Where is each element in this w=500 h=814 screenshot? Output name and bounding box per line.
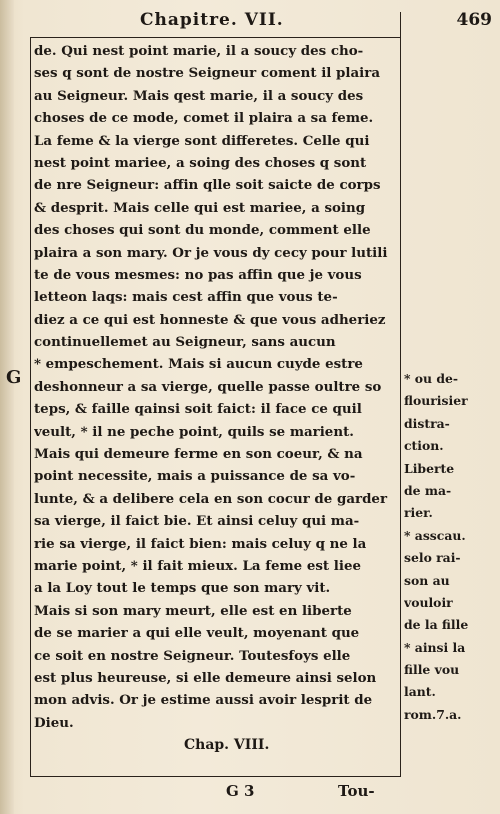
- gloss-line: de la fille: [404, 617, 469, 633]
- gloss-line: fille vou: [404, 662, 460, 678]
- text-line: continuellemet au Seigneur, sans aucun: [34, 334, 336, 351]
- text-line: de nre Seigneur: affin qlle soit saicte de corps: [34, 177, 381, 194]
- gloss-line: vouloir: [404, 594, 453, 610]
- marginal-glosses: [404, 368, 496, 726]
- gloss-line: Liberte: [404, 460, 455, 476]
- text-line: de se marier a qui elle veult, moyenant que: [34, 625, 360, 642]
- text-line: point necessite, mais a puissance de sa vo-: [34, 468, 356, 485]
- gloss-line: ction.: [404, 438, 444, 454]
- text-line: teps, & faille qainsi soit faict: il face ce quil: [34, 401, 362, 418]
- text-line: nest point mariee, a soing des choses q sont: [34, 154, 367, 171]
- text-line: plaira a son mary. Or je vous dy cecy pour lutili: [34, 244, 388, 261]
- bottom-rule: [30, 776, 400, 777]
- gloss-line: * asscau.: [404, 527, 466, 543]
- gloss-line: * ainsi la: [404, 639, 466, 655]
- text-line: lunte, & a delibere cela en son cocur de garder: [34, 490, 388, 507]
- margin-section-letter: G: [6, 367, 22, 388]
- text-line: Dieu.: [34, 714, 74, 731]
- gloss-line: flourisier: [404, 393, 468, 409]
- folio-number: 469: [456, 10, 492, 30]
- text-line: & desprit. Mais celle qui est mariee, a soing: [34, 199, 366, 216]
- text-line: deshonneur a sa vierge, quelle passe oultre so: [34, 378, 382, 395]
- signature-mark: G 3: [226, 782, 255, 800]
- text-line: ses q sont de nostre Seigneur coment il plaira: [34, 65, 380, 82]
- chapter-heading: Chap. VIII.: [184, 737, 270, 754]
- text-line: * empeschement. Mais si aucun cuyde estre: [34, 356, 363, 373]
- text-line: ce soit en nostre Seigneur. Toutesfoys elle: [34, 647, 351, 664]
- top-rule: [30, 37, 400, 38]
- text-line: des choses qui sont du monde, comment elle: [34, 222, 371, 239]
- page-header: [30, 8, 492, 34]
- gloss-line: distra-: [404, 415, 450, 431]
- gloss-line: lant.: [404, 684, 436, 700]
- catchword: Tou-: [338, 782, 375, 800]
- text-line: sa vierge, il faict bie. Et ainsi celuy qui ma-: [34, 513, 360, 530]
- gloss-line: de ma-: [404, 482, 452, 498]
- main-text-column: [34, 40, 400, 757]
- text-line: Mais qui demeure ferme en son coeur, & na: [34, 446, 363, 463]
- text-line: rie sa vierge, il faict bien: mais celuy q ne la: [34, 535, 367, 552]
- gloss-line: rier.: [404, 505, 433, 521]
- gloss-line: selo rai-: [404, 550, 461, 566]
- text-line: letteon laqs: mais cest affin que vous te-: [34, 289, 338, 306]
- text-line: mon advis. Or je estime aussi avoir lesprit de: [34, 692, 373, 709]
- gloss-line: * ou de-: [404, 371, 459, 386]
- text-line: diez a ce qui est honneste & que vous adheriez: [34, 311, 386, 328]
- gloss-line: rom.7.a.: [404, 706, 462, 722]
- text-line: est plus heureuse, si elle demeure ainsi selon: [34, 669, 377, 686]
- page-footer: [30, 780, 492, 810]
- gloss-line: son au: [404, 572, 450, 588]
- left-rule: [30, 37, 31, 777]
- text-line: Mais si son mary meurt, elle est en liberte: [34, 602, 352, 619]
- text-line: au Seigneur. Mais qest marie, il a soucy des: [34, 87, 364, 104]
- text-line: veult, * il ne peche point, quils se marient.: [34, 423, 354, 440]
- text-line: marie point, * il fait mieux. La feme est liee: [34, 557, 361, 574]
- running-head: Chapitre. VII.: [140, 10, 284, 30]
- text-line: choses de ce mode, comet il plaira a sa feme.: [34, 110, 374, 127]
- text-line: de. Qui nest point marie, il a soucy des cho-: [34, 43, 364, 59]
- text-line: te de vous mesmes: no pas affin que je vous: [34, 266, 362, 283]
- text-line: La feme & la vierge sont differetes. Celle qui: [34, 132, 370, 149]
- page-gutter: [0, 0, 14, 814]
- margin-rule: [400, 12, 401, 777]
- text-line: a la Loy tout le temps que son mary vit.: [34, 580, 331, 597]
